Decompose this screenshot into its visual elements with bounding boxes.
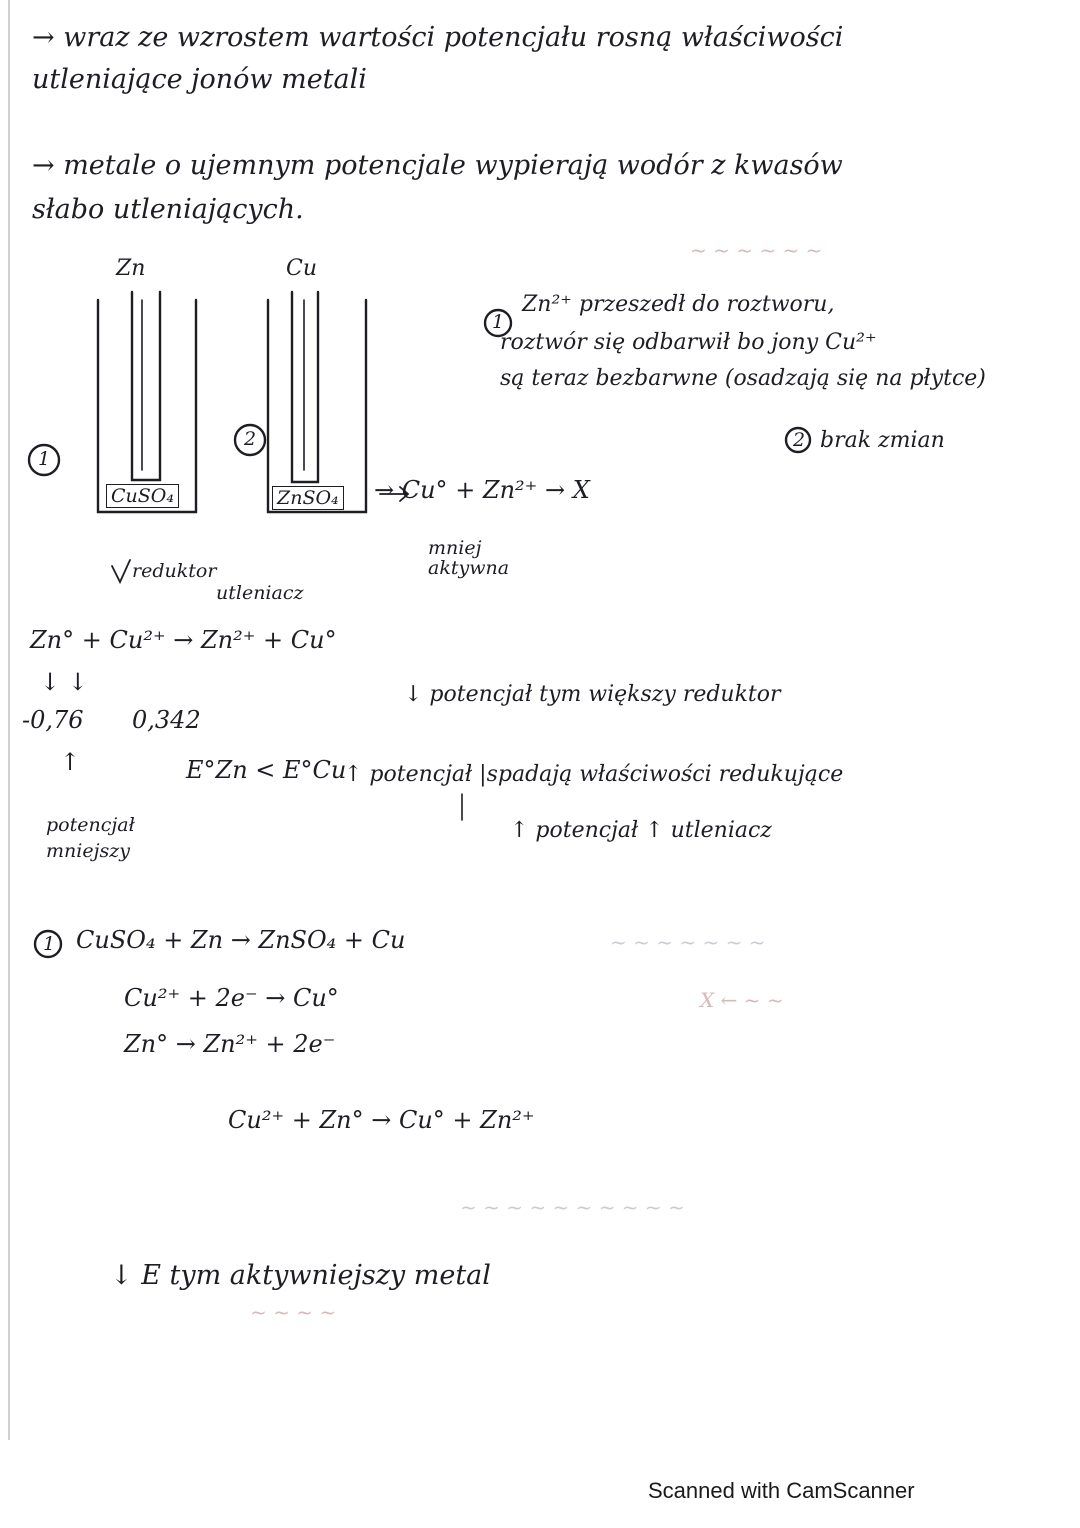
label-cu: Cu [286, 256, 318, 281]
scanner-watermark: Scanned with CamScanner [648, 1478, 915, 1503]
final-rule: ↓ E tym aktywniejszy metal [110, 1260, 491, 1291]
eq1-number: 1 [43, 933, 56, 955]
beaker-1-solution: CuSO₄ [106, 484, 179, 508]
ionic-equation: Cu²⁺ + Zn° → Cu° + Zn²⁺ [228, 1106, 535, 1134]
circle-2-label: 2 [244, 428, 257, 450]
obs2-text: brak zmian [820, 428, 945, 453]
obs1-line-3: są teraz bezbarwne (osadzają się na płytce) [500, 366, 986, 391]
oxidizer-label: utleniacz [216, 582, 304, 604]
cu-plate [292, 292, 318, 482]
half-reaction-2: Zn° → Zn²⁺ + 2e⁻ [124, 1030, 336, 1058]
note-line-4: słabo utleniających. [32, 194, 304, 225]
label-zn: Zn [116, 256, 146, 281]
main-equation: Zn° + Cu²⁺ → Zn²⁺ + Cu° [30, 626, 337, 654]
equation-arrows: ↓ ↓ [40, 668, 88, 696]
rule-3: ↑ potencjał ↑ utleniacz [510, 818, 772, 843]
show-through-text: ~ ~ ~ ~ ~ ~ ~ [610, 930, 766, 954]
zn-plate [132, 292, 160, 480]
rule-1: ↓ potencjał tym większy reduktor [404, 682, 781, 707]
note-line-3: → metale o ujemnym potencjale wypierają wodór z kwasów [32, 150, 843, 181]
reductor-label: reduktor [132, 560, 217, 582]
obs1-line-2: roztwór się odbarwił bo jony Cu²⁺ [500, 330, 877, 355]
potential-smaller-note: potencjał mniejszy [46, 814, 135, 862]
obs1-line-1: Zn²⁺ przeszedł do roztworu, [522, 292, 835, 317]
reaction-2: → Cu° + Zn²⁺ → X [374, 476, 590, 504]
show-through-text: ~ ~ ~ ~ [250, 1300, 337, 1324]
beaker-2-solution: ZnSO₄ [272, 486, 344, 510]
show-through-text: X ← ~ ~ [700, 988, 784, 1012]
half-reaction-1: Cu²⁺ + 2e⁻ → Cu° [124, 984, 339, 1012]
up-arrow: ↑ [60, 748, 81, 776]
obs1-number: 1 [492, 311, 505, 333]
potential-comparison: E°Zn < E°Cu [186, 756, 347, 784]
rule-2: ↑ potencjał |spadają właściwości redukujące [344, 762, 844, 787]
obs2-number: 2 [793, 429, 806, 451]
potential-zn: -0,76 [22, 706, 84, 734]
show-through-text: ~ ~ ~ ~ ~ ~ [690, 238, 823, 262]
note-line-1: → wraz ze wzrostem wartości potencjału rosną właściwości [32, 22, 844, 53]
equation-1: CuSO₄ + Zn → ZnSO₄ + Cu [76, 926, 406, 954]
note-line-2: utleniające jonów metali [32, 64, 367, 95]
less-active-label: mniej aktywna [428, 537, 510, 579]
show-through-text: ~ ~ ~ ~ ~ ~ ~ ~ ~ ~ [460, 1195, 685, 1219]
potential-cu: 0,342 [132, 706, 201, 734]
circle-1-label: 1 [38, 448, 51, 470]
